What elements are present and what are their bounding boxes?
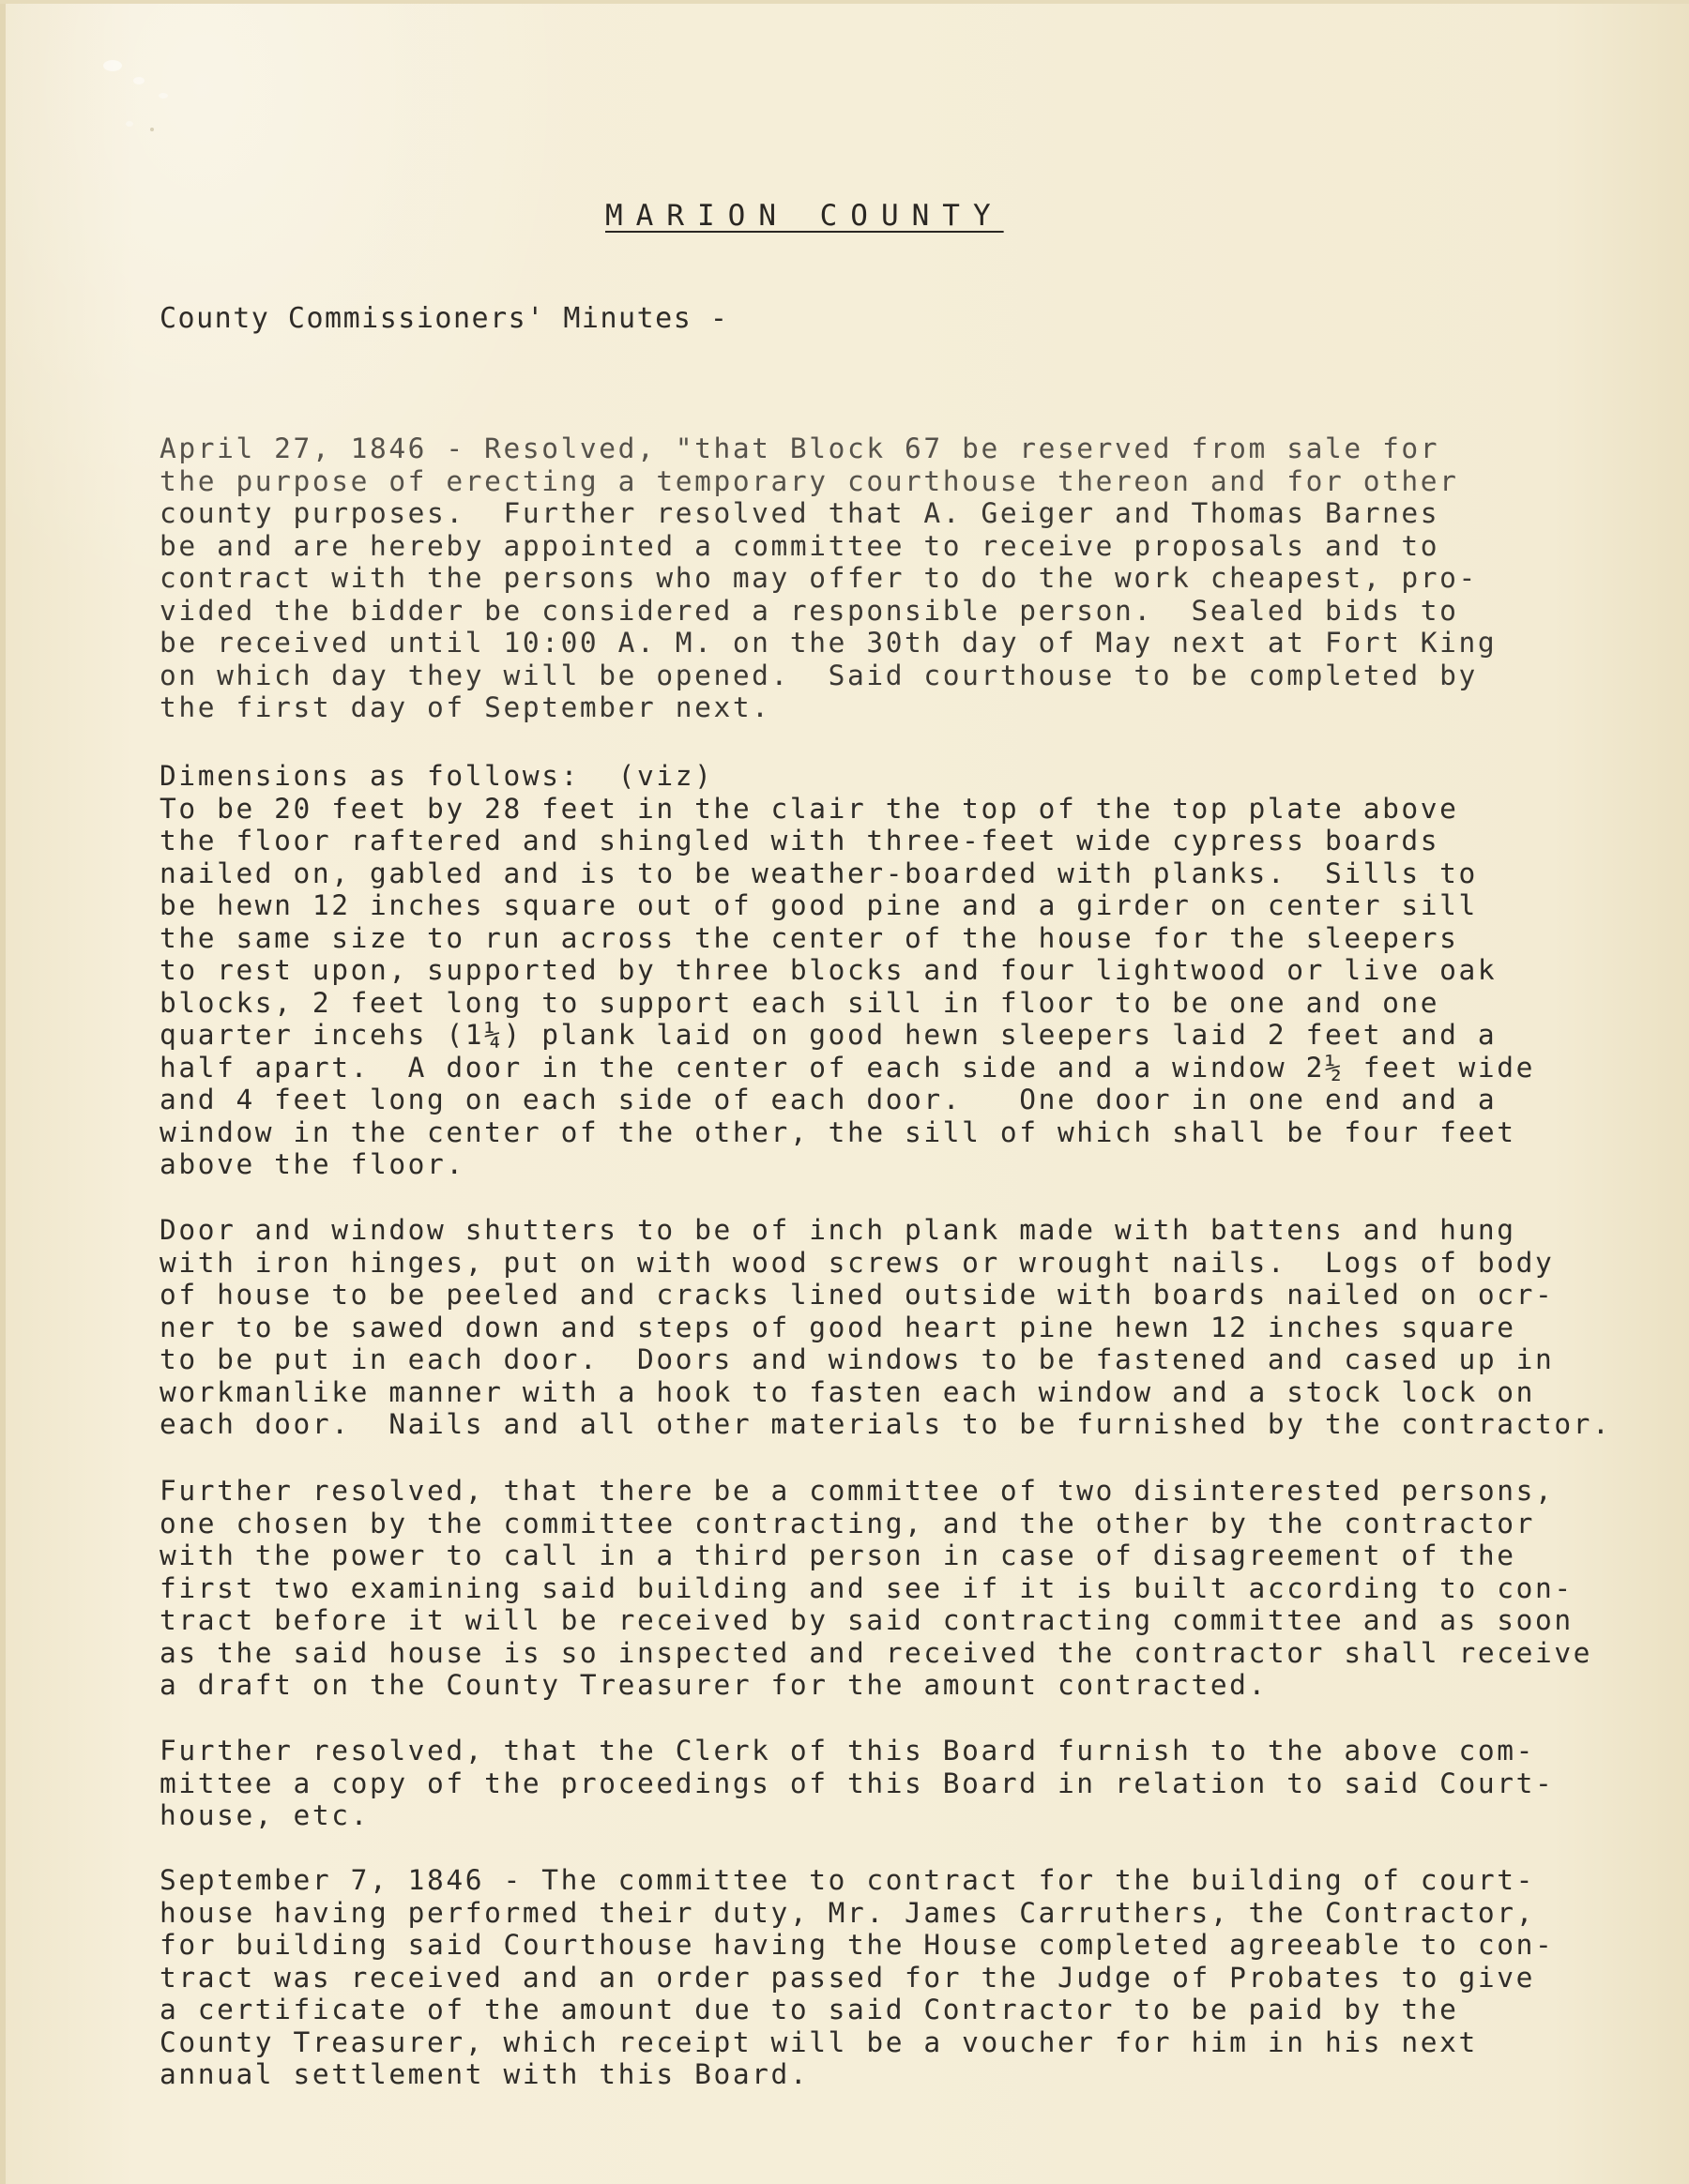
text-line: tract before it will be received by said contracting committee and as soon [160,1604,1574,1636]
paragraph-april-27-resolution [160,432,1497,724]
text-line: each door. Nails and all other materials to be furnished by the contractor. [160,1408,1612,1440]
text-line: window in the center of the other, the sill of which shall be four feet [160,1115,1516,1148]
text-line: with iron hinges, put on with wood screws or wrought nails. Logs of body [160,1246,1555,1279]
text-line: for building said Courthouse having the House completed agreeable to con- [160,1929,1555,1961]
text-line: be and are hereby appointed a committee to receive proposals and to [160,529,1440,562]
text-line: April 27, 1846 - Resolved, "that Block 67 be reserved from sale for [160,432,1440,464]
text-line: blocks, 2 feet long to support each sill in floor to be one and one [160,986,1440,1019]
paper-stain [94,49,178,143]
text-line: a draft on the County Treasurer for the amount contracted. [160,1669,1268,1701]
paragraph-door-and-window [160,1214,1611,1441]
text-line: the purpose of erecting a temporary courthouse thereon and for other [160,464,1459,497]
paragraph-dimensions [160,760,1535,1181]
text-line: Further resolved, that there be a committee of two disinterested persons, [160,1475,1555,1507]
text-line: first two examining said building and see if it is built according to con- [160,1571,1574,1604]
paper-edge-left [0,0,6,2184]
text-line: one chosen by the committee contracting, and the other by the contractor [160,1507,1535,1539]
text-line: contract with the persons who may offer to do the work cheapest, pro- [160,562,1478,594]
text-line: house, etc. [160,1799,370,1831]
text-line: Door and window shutters to be of inch plank made with battens and hung [160,1214,1516,1246]
text-line: above the floor. [160,1148,465,1180]
text-line: September 7, 1846 - The committee to contract for the building of court- [160,1864,1535,1896]
text-line: as the said house is so inspected and received the contractor shall receive [160,1636,1593,1669]
text-line: To be 20 feet by 28 feet in the clair the top of the top plate above [160,792,1459,825]
text-line: ner to be sawed down and steps of good heart pine hewn 12 inches square [160,1311,1516,1343]
paragraph-september-7 [160,1864,1554,2091]
text-line: the floor raftered and shingled with three-feet wide cypress boards [160,825,1440,857]
text-line: on which day they will be opened. Said courthouse to be completed by [160,659,1478,691]
text-line: be hewn 12 inches square out of good pine and a girder on center sill [160,889,1478,921]
text-line: quarter incehs (1¼) plank laid on good hewn sleepers laid 2 feet and a [160,1019,1498,1051]
text-line: of house to be peeled and cracks lined outside with boards nailed on ocr- [160,1279,1555,1311]
paragraph-inspection-committee [160,1475,1592,1702]
text-line: workmanlike manner with a hook to fasten each window and a stock lock on [160,1375,1535,1408]
text-line: nailed on, gabled and is to be weather-boarded with planks. Sills to [160,857,1478,889]
text-line: Dimensions as follows: (viz) [160,760,714,792]
text-line: to rest upon, supported by three blocks and four lightwood or live oak [160,954,1498,986]
paragraph-clerk-resolution [160,1735,1554,1832]
text-line: to be put in each door. Doors and windows to be fastened and cased up in [160,1343,1555,1375]
text-line: vided the bidder be considered a responsible person. Sealed bids to [160,594,1459,627]
text-line: tract was received and an order passed for the Judge of Probates to give [160,1961,1535,1994]
document-title: MARION COUNTY [605,199,1004,233]
text-line: county purposes. Further resolved that A. Geiger and Thomas Barnes [160,497,1440,529]
text-line: the first day of September next. [160,691,771,723]
text-line: half apart. A door in the center of each side and a window 2½ feet wide [160,1051,1535,1084]
text-line: be received until 10:00 A. M. on the 30th day of May next at Fort King [160,627,1498,659]
text-line: mittee a copy of the proceedings of this Board in relation to said Court- [160,1767,1555,1799]
paper-edge-top [0,0,1689,4]
text-line: a certificate of the amount due to said Contractor to be paid by the [160,1994,1459,2025]
text-line: with the power to call in a third person in case of disagreement of the [160,1539,1516,1571]
text-line: Further resolved, that the Clerk of this Board furnish to the above com- [160,1735,1535,1767]
text-line: and 4 feet long on each side of each door. One door in one end and a [160,1084,1498,1115]
text-line: house having performed their duty, Mr. James Carruthers, the Contractor, [160,1896,1535,1929]
text-line: the same size to run across the center of the house for the sleepers [160,921,1459,954]
text-line: annual settlement with this Board. [160,2058,810,2090]
text-line: County Treasurer, which receipt will be a voucher for him in his next [160,2025,1478,2058]
document-subtitle: County Commissioners' Minutes - [160,302,729,335]
